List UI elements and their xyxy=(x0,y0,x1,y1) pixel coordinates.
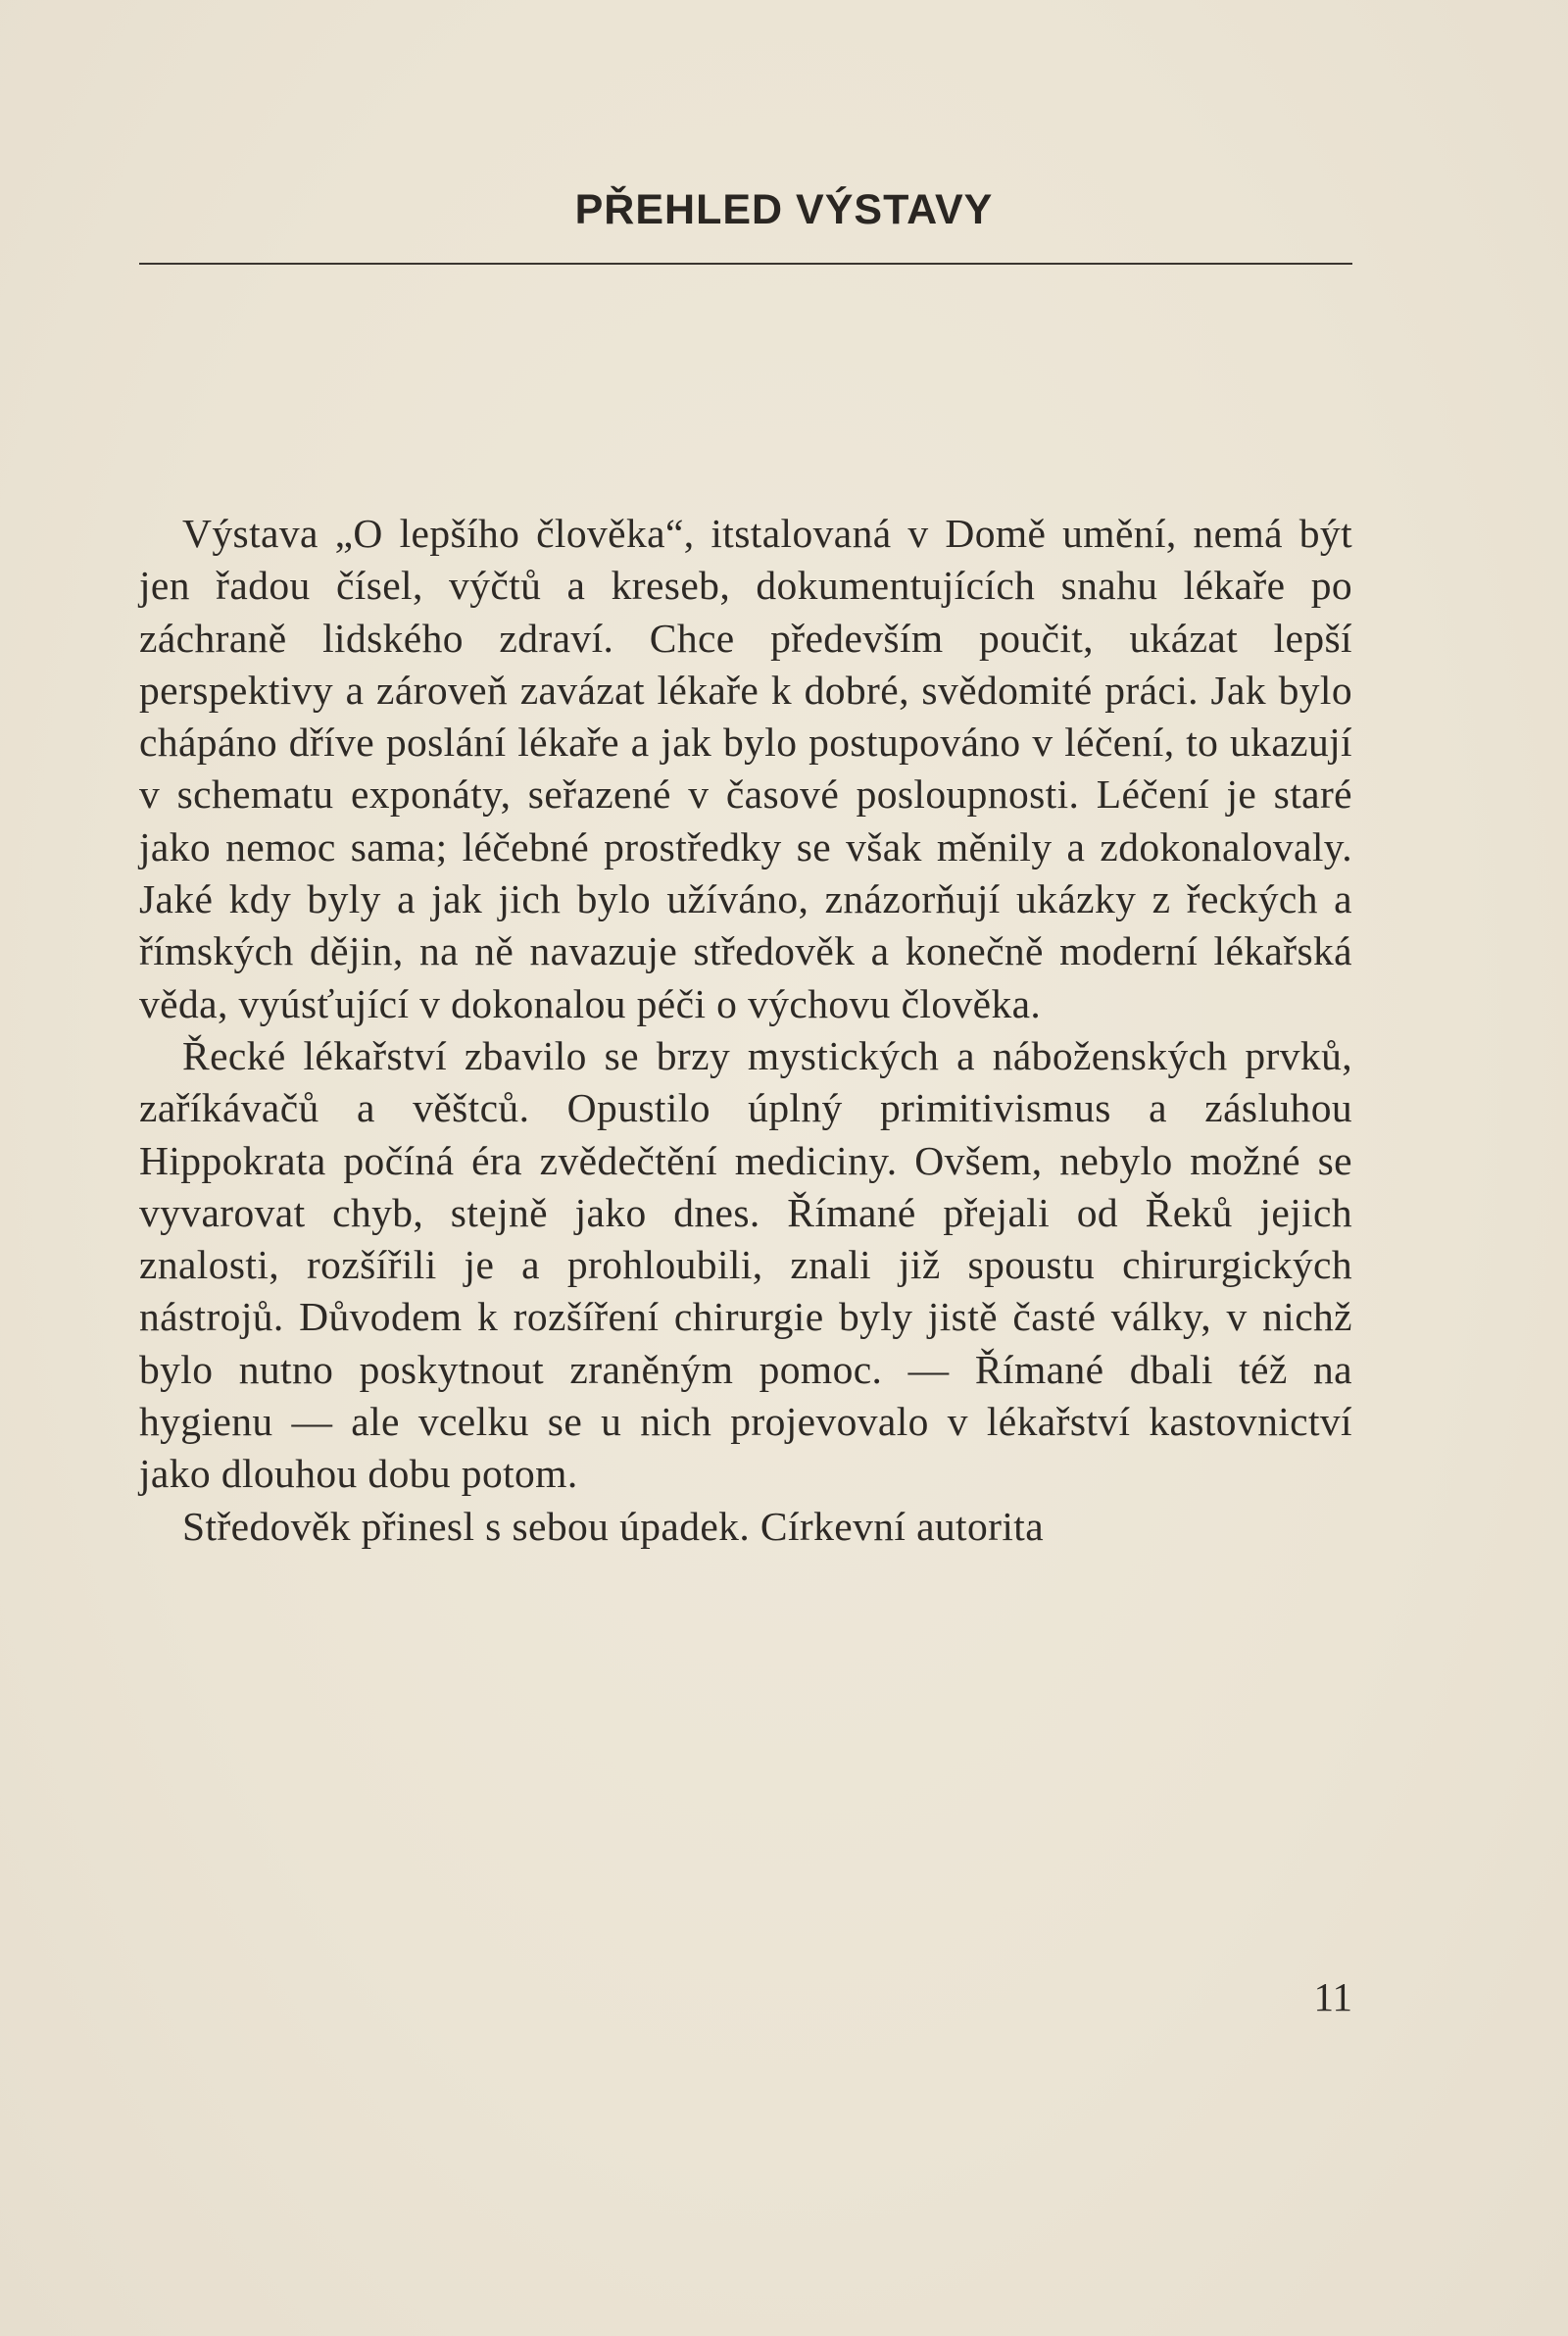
paragraph-exhibition-intro: Výstava „O lepšího člověka“, itstalovaná v Domě umění, nemá být jen řadou čísel, výčtů a kreseb, dokumentujících snahu lékaře po záchraně lidského zdraví. Chce především poučit, ukázat lepší perspektivy a zároveň zavázat lékaře k dobré, svědomité práci. Jak bylo chápáno dříve poslání lékaře a jak bylo postupováno v léčení, to ukazují v schematu exponáty, seřazené v časové posloupnosti. Léčení je staré jako nemoc sama; léčebné prostředky se však měnily a zdokonalovaly. Jaké kdy byly a jak jich bylo užíváno, znázorňují ukázky z řeckých a římských dějin, na ně navazuje středověk a konečně moderní lékařská věda, vyúsťující v dokonalou péči o výchovu člověka. xyxy=(139,511,1352,1026)
heading-divider xyxy=(139,263,1352,265)
paragraph-middle-ages: Středověk přinesl s sebou úpadek. Církevní autorita xyxy=(182,1503,1045,1549)
page-number: 11 xyxy=(1313,1974,1352,2019)
body-text xyxy=(139,508,1352,1553)
paragraph-greek-roman-medicine: Řecké lékařství zbavilo se brzy mystických a náboženských prvků, zaříkávačů a věštců. Opustilo úplný primitivismus a zásluhou Hippokrata počíná éra zvědečtění mediciny. Ovšem, nebylo možné se vyvarovat chyb, stejně jako dnes. Římané přejali od Řeků jejich znalosti, rozšířili je a prohloubili, znali již spoustu chirurgických nástrojů. Důvodem k rozšíření chirurgie byly jistě časté války, v nichž bylo nutno poskytnout zraněným pomoc. — Římané dbali též na hygienu — ale vcelku se u nich projevovalo v lékařství kastovnictví jako dlouhou dobu potom. xyxy=(139,1032,1352,1497)
chapter-heading: PŘEHLED VÝSTAVY xyxy=(574,186,994,233)
